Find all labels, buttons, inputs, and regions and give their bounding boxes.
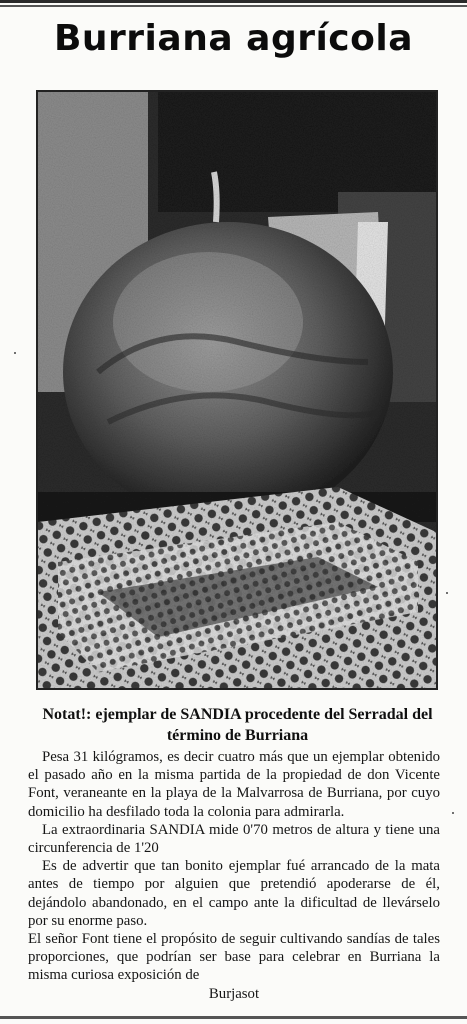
paragraph-theft: Es de advertir que tan bonito ejemplar fué arrancado de la mata antes de tiempo por alguien que pretendió apoderarse de él, dejándolo abandonado, en el campo ante la dificultad de llevárselo por su enorme paso. xyxy=(28,858,440,929)
article-body xyxy=(28,748,440,1003)
print-speck xyxy=(14,352,16,354)
paragraph-weight: Pesa 31 kilógramos, es decir cuatro más que un ejemplar obtenido el pasado año en la misma partida de la propiedad de don Vicente Font, veraneante en la playa de la Malvarrosa de Burriana, por cuyo domicilio ha desfilado toda la colonia para admirarla. xyxy=(28,749,440,820)
bottom-border-rule xyxy=(0,1016,467,1019)
paragraph-plans: El señor Font tiene el propósito de seguir cultivando sandías de tales proporciones, que podrían ser base para celebrar en Burriana la misma curiosa exposición de xyxy=(28,931,440,984)
photo-illustration xyxy=(38,92,436,688)
print-speck xyxy=(452,812,454,814)
photo-caption: Notat!: ejemplar de SANDIA procedente del Serradal del término de Burriana xyxy=(42,706,433,744)
article-signature: Burjasot xyxy=(208,985,260,1002)
print-speck xyxy=(446,592,448,594)
headline: Burriana agrícola xyxy=(53,18,414,59)
top-border-rule xyxy=(0,0,467,8)
watermelon-photo xyxy=(36,90,438,690)
paragraph-dimensions: La extraordinaria SANDIA mide 0'70 metros de altura y tiene una circunferencia de 1'20 xyxy=(28,821,440,857)
